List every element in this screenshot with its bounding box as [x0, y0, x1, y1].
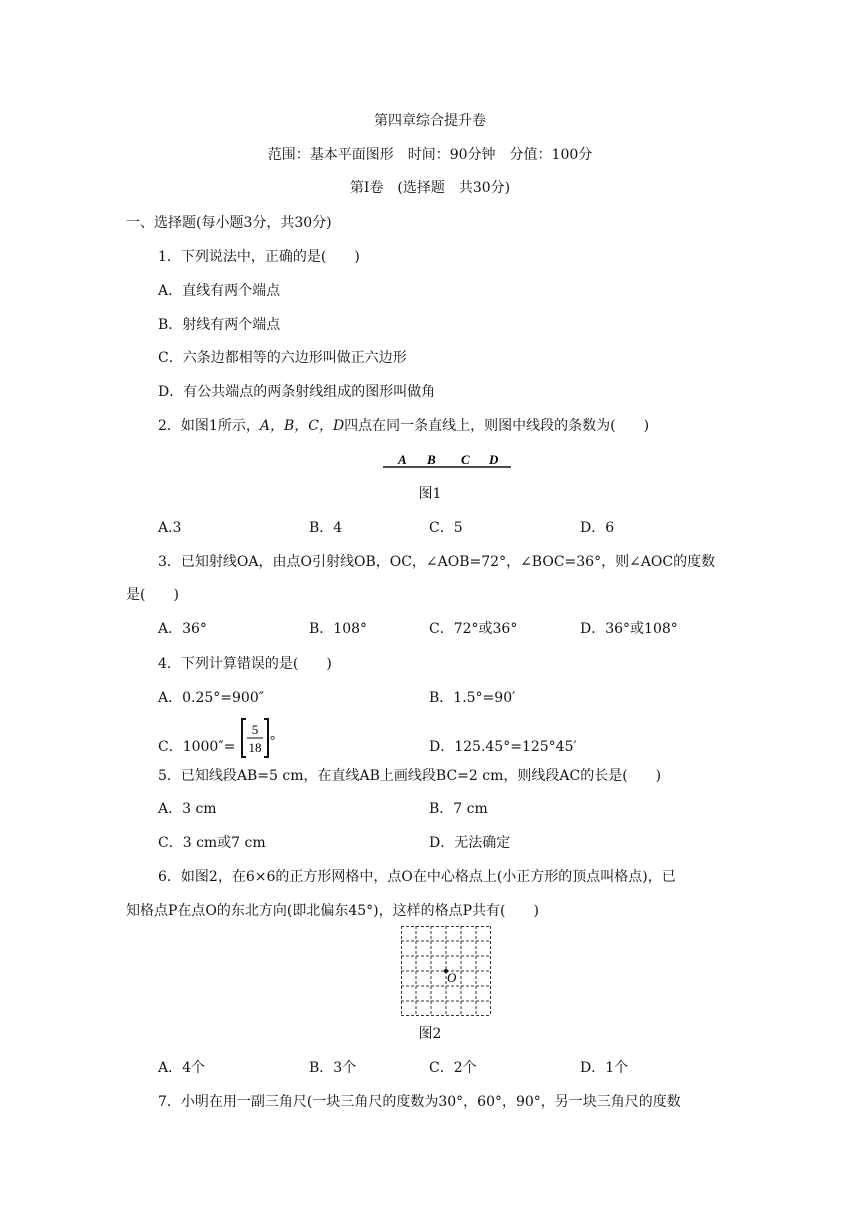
question-2-option-a: A.3 [158, 520, 182, 536]
question-3-option-d: D．36°或108° [580, 621, 678, 637]
question-2-option-b: B．4 [309, 520, 343, 536]
question-5-option-a: A．3 cm [158, 801, 217, 817]
part-heading: 第Ⅰ卷 (选择题 共30分) [349, 180, 511, 196]
question-3-option-a: A．36° [158, 621, 207, 637]
question-5-stem: 5．已知线段AB=5 cm，在直线AB上画线段BC=2 cm，则线段AC的长是( ) [158, 768, 662, 784]
question-2-option-d: D．6 [580, 520, 615, 536]
figure-1-caption: 图1 [418, 486, 442, 502]
question-1-option-a: A．直线有两个端点 [158, 283, 281, 299]
figure-1-point-c: C [461, 452, 470, 467]
question-1-option-c: C．六条边都相等的六边形叫做正六边形 [158, 350, 407, 366]
question-4-stem: 4．下列计算错误的是( ) [158, 656, 332, 672]
question-5-option-c: C．3 cm或7 cm [158, 835, 266, 851]
question-5-option-b: B．7 cm [429, 801, 488, 817]
question-4-option-b: B．1.5°=90′ [429, 690, 516, 706]
fraction-numerator: 5 [251, 722, 259, 737]
question-4-option-d: D．125.45°=125°45′ [429, 739, 577, 755]
question-6-option-c: C．2个 [429, 1060, 477, 1076]
question-7-stem-line-1: 7．小明在用一副三角尺(一块三角尺的度数为30°，60°，90°，另一块三角尺的度数 [158, 1094, 681, 1110]
section-heading: 一、选择题(每小题3分，共30分) [126, 215, 332, 231]
question-3-stem-line-2: 是( ) [126, 587, 179, 603]
question-2-stem-post: 四点在同一条直线上，则图中线段的条数为( ) [344, 418, 650, 434]
figure-2-point-o-label: O [447, 970, 457, 985]
exam-meta: 范围：基本平面图形 时间：90分钟 分值：100分 [267, 147, 593, 163]
fraction-degree-sign: ° [270, 732, 276, 747]
question-1-stem: 1．下列说法中，正确的是( ) [158, 249, 360, 265]
figure-1-line-diagram [383, 452, 511, 474]
figure-1-point-b: B [427, 452, 436, 467]
page-title: 第四章综合提升卷 [374, 113, 486, 129]
question-5-option-d: D．无法确定 [429, 835, 511, 851]
question-1-option-d: D．有公共端点的两条射线组成的图形叫做角 [158, 384, 436, 400]
question-2-stem-vars: A，B，C，D [259, 418, 345, 434]
question-2-stem [158, 417, 649, 435]
question-1-option-b: B．射线有两个端点 [158, 317, 281, 333]
question-4-option-a: A．0.25°=900″ [158, 690, 264, 706]
question-6-stem-line-1: 6．如图2，在6×6的正方形网格中，点O在中心格点上(小正方形的顶点叫格点)，已 [158, 869, 676, 885]
question-4-option-c: C．1000″= [158, 739, 236, 755]
question-6-option-b: B．3个 [309, 1060, 357, 1076]
question-6-option-d: D．1个 [580, 1060, 629, 1076]
figure-1-point-d: D [489, 452, 499, 467]
figure-1-point-a: A [398, 452, 407, 467]
question-3-stem-line-1: 3．已知射线OA，由点O引射线OB，OC，∠AOB=72°，∠BOC=36°，则∠AOC的度数 [158, 554, 716, 570]
figure-2-grid [401, 926, 491, 1016]
fraction-right-bracket [264, 719, 268, 757]
question-2-stem-pre: 2．如图1所示， [158, 418, 260, 434]
figure-2-caption: 图2 [418, 1026, 442, 1042]
question-4-option-c-fraction [240, 718, 274, 758]
fraction-left-bracket [242, 719, 246, 757]
question-3-option-c: C．72°或36° [429, 621, 518, 637]
question-6-option-a: A．4个 [158, 1060, 206, 1076]
question-2-option-c: C．5 [429, 520, 463, 536]
question-6-stem-line-2: 知格点P在点O的东北方向(即北偏东45°)，这样的格点P共有( ) [126, 903, 539, 919]
question-3-option-b: B．108° [309, 621, 368, 637]
fraction-denominator: 18 [248, 740, 262, 755]
